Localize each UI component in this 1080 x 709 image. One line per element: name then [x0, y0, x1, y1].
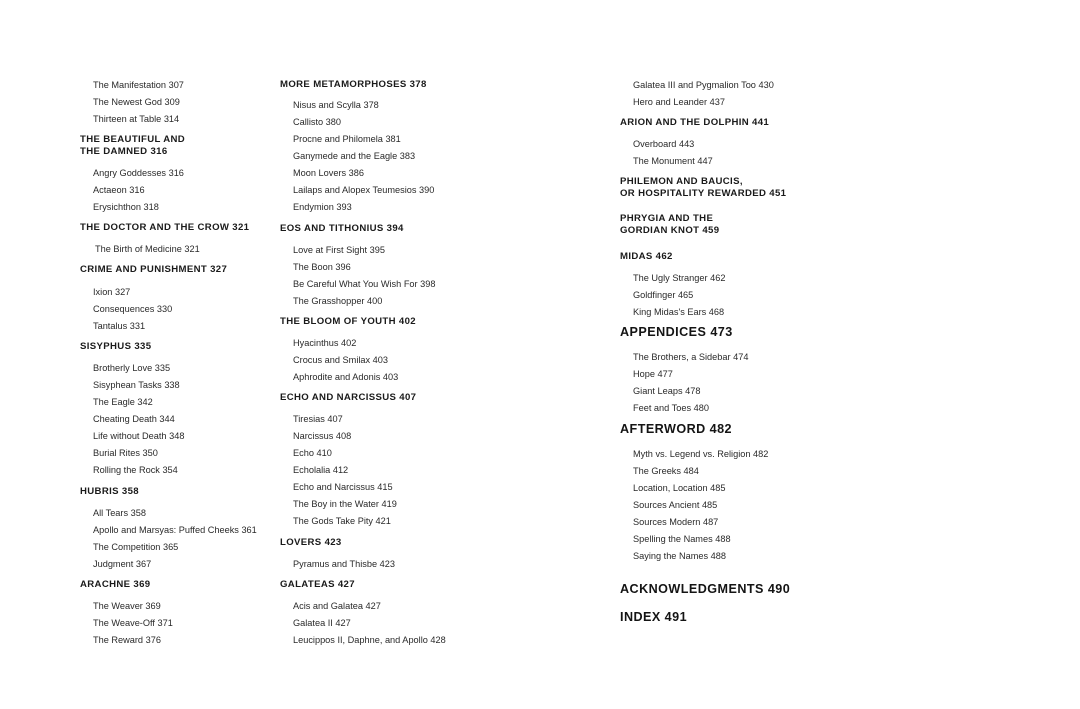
toc-section-heading: HUBRIS 358: [80, 486, 139, 497]
toc-entry: Erysichthon 318: [93, 202, 159, 212]
toc-entry: Angry Goddesses 316: [93, 168, 184, 178]
toc-entry: Myth vs. Legend vs. Religion 482: [633, 449, 769, 459]
toc-entry: Actaeon 316: [93, 185, 145, 195]
toc-entry: Moon Lovers 386: [293, 168, 364, 178]
toc-entry: Love at First Sight 395: [293, 245, 385, 255]
toc-section-heading: MORE METAMORPHOSES 378: [280, 79, 427, 90]
toc-entry: Pyramus and Thisbe 423: [293, 559, 395, 569]
toc-entry: King Midas's Ears 468: [633, 307, 725, 317]
toc-section-heading: ARION AND THE DOLPHIN 441: [620, 117, 770, 128]
toc-entry: Be Careful What You Wish For 398: [293, 279, 436, 289]
toc-entry: Echo 410: [293, 448, 332, 458]
toc-entry: Burial Rites 350: [93, 448, 158, 458]
toc-entry: Hope 477: [633, 369, 673, 379]
toc-section-heading: LOVERS 423: [280, 537, 342, 548]
toc-section-heading: THE DOCTOR AND THE CROW 321: [80, 222, 250, 233]
toc-entry: Acis and Galatea 427: [293, 601, 381, 611]
toc-entry: Galatea II 427: [293, 618, 351, 628]
toc-entry: The Weaver 369: [93, 601, 161, 611]
toc-entry: The Weave-Off 371: [93, 618, 173, 628]
toc-section-heading: SISYPHUS 335: [80, 341, 152, 352]
toc-entry: The Gods Take Pity 421: [293, 516, 391, 526]
toc-entry: Leucippos II, Daphne, and Apollo 428: [293, 635, 446, 645]
toc-section-heading: MIDAS 462: [620, 251, 673, 262]
toc-entry: The Boon 396: [293, 262, 351, 272]
toc-entry: The Birth of Medicine 321: [95, 244, 200, 254]
toc-entry: The Competition 365: [93, 542, 179, 552]
toc-section-heading: EOS AND TITHONIUS 394: [280, 223, 404, 234]
toc-entry: Nisus and Scylla 378: [293, 100, 379, 110]
toc-entry: Thirteen at Table 314: [93, 114, 180, 124]
toc-entry: The Reward 376: [93, 635, 161, 645]
toc-entry: Apollo and Marsyas: Puffed Cheeks 361: [93, 525, 257, 535]
toc-entry: Galatea III and Pygmalion Too 430: [633, 80, 774, 90]
toc-section-heading: GORDIAN KNOT 459: [620, 225, 720, 236]
toc-entry: Echolalia 412: [293, 465, 349, 475]
toc-entry: Ixion 327: [93, 287, 131, 297]
toc-entry: Sisyphean Tasks 338: [93, 380, 180, 390]
toc-entry: The Eagle 342: [93, 397, 153, 407]
toc-entry: Hero and Leander 437: [633, 97, 725, 107]
toc-entry: The Ugly Stranger 462: [633, 273, 726, 283]
toc-entry: Judgment 367: [93, 559, 152, 569]
toc-entry: The Brothers, a Sidebar 474: [633, 352, 749, 362]
toc-entry: Ganymede and the Eagle 383: [293, 151, 416, 161]
toc-section-heading: GALATEAS 427: [280, 579, 355, 590]
toc-entry: Feet and Toes 480: [633, 403, 709, 413]
toc-entry: The Grasshopper 400: [293, 296, 383, 306]
toc-entry: Hyacinthus 402: [293, 338, 357, 348]
toc-major-heading: APPENDICES 473: [620, 325, 733, 339]
toc-entry: Endymion 393: [293, 202, 352, 212]
toc-entry: The Monument 447: [633, 156, 713, 166]
toc-entry: Tiresias 407: [293, 414, 343, 424]
toc-entry: Saying the Names 488: [633, 551, 726, 561]
toc-entry: Crocus and Smilax 403: [293, 355, 388, 365]
toc-entry: Spelling the Names 488: [633, 534, 731, 544]
toc-entry: Tantalus 331: [93, 321, 146, 331]
toc-section-heading: PHRYGIA AND THE: [620, 213, 714, 224]
toc-entry: Sources Ancient 485: [633, 500, 718, 510]
toc-entry: Overboard 443: [633, 139, 695, 149]
toc-entry: Echo and Narcissus 415: [293, 482, 393, 492]
toc-section-heading: ECHO AND NARCISSUS 407: [280, 392, 417, 403]
toc-entry: Consequences 330: [93, 304, 173, 314]
toc-entry: Goldfinger 465: [633, 290, 694, 300]
toc-entry: Procne and Philomela 381: [293, 134, 401, 144]
toc-entry: Lailaps and Alopex Teumesios 390: [293, 185, 435, 195]
toc-entry: Cheating Death 344: [93, 414, 175, 424]
toc-entry: Location, Location 485: [633, 483, 726, 493]
toc-entry: The Manifestation 307: [93, 80, 184, 90]
toc-major-heading: ACKNOWLEDGMENTS 490: [620, 582, 791, 596]
toc-entry: Giant Leaps 478: [633, 386, 701, 396]
toc-entry: Aphrodite and Adonis 403: [293, 372, 399, 382]
toc-entry: All Tears 358: [93, 508, 146, 518]
toc-section-heading: OR HOSPITALITY REWARDED 451: [620, 188, 787, 199]
toc-section-heading: THE DAMNED 316: [80, 146, 168, 157]
toc-entry: Narcissus 408: [293, 431, 352, 441]
toc-entry: The Newest God 309: [93, 97, 180, 107]
toc-entry: Rolling the Rock 354: [93, 465, 178, 475]
toc-major-heading: INDEX 491: [620, 610, 688, 624]
toc-entry: The Boy in the Water 419: [293, 499, 397, 509]
toc-entry: Life without Death 348: [93, 431, 185, 441]
toc-entry: Brotherly Love 335: [93, 363, 171, 373]
toc-section-heading: CRIME AND PUNISHMENT 327: [80, 264, 228, 275]
toc-section-heading: THE BLOOM OF YOUTH 402: [280, 316, 416, 327]
toc-entry: Callisto 380: [293, 117, 342, 127]
toc-entry: Sources Modern 487: [633, 517, 719, 527]
toc-section-heading: PHILEMON AND BAUCIS,: [620, 176, 743, 187]
toc-section-heading: ARACHNE 369: [80, 579, 151, 590]
toc-entry: The Greeks 484: [633, 466, 699, 476]
toc-section-heading: THE BEAUTIFUL AND: [80, 134, 186, 145]
toc-major-heading: AFTERWORD 482: [620, 422, 732, 436]
